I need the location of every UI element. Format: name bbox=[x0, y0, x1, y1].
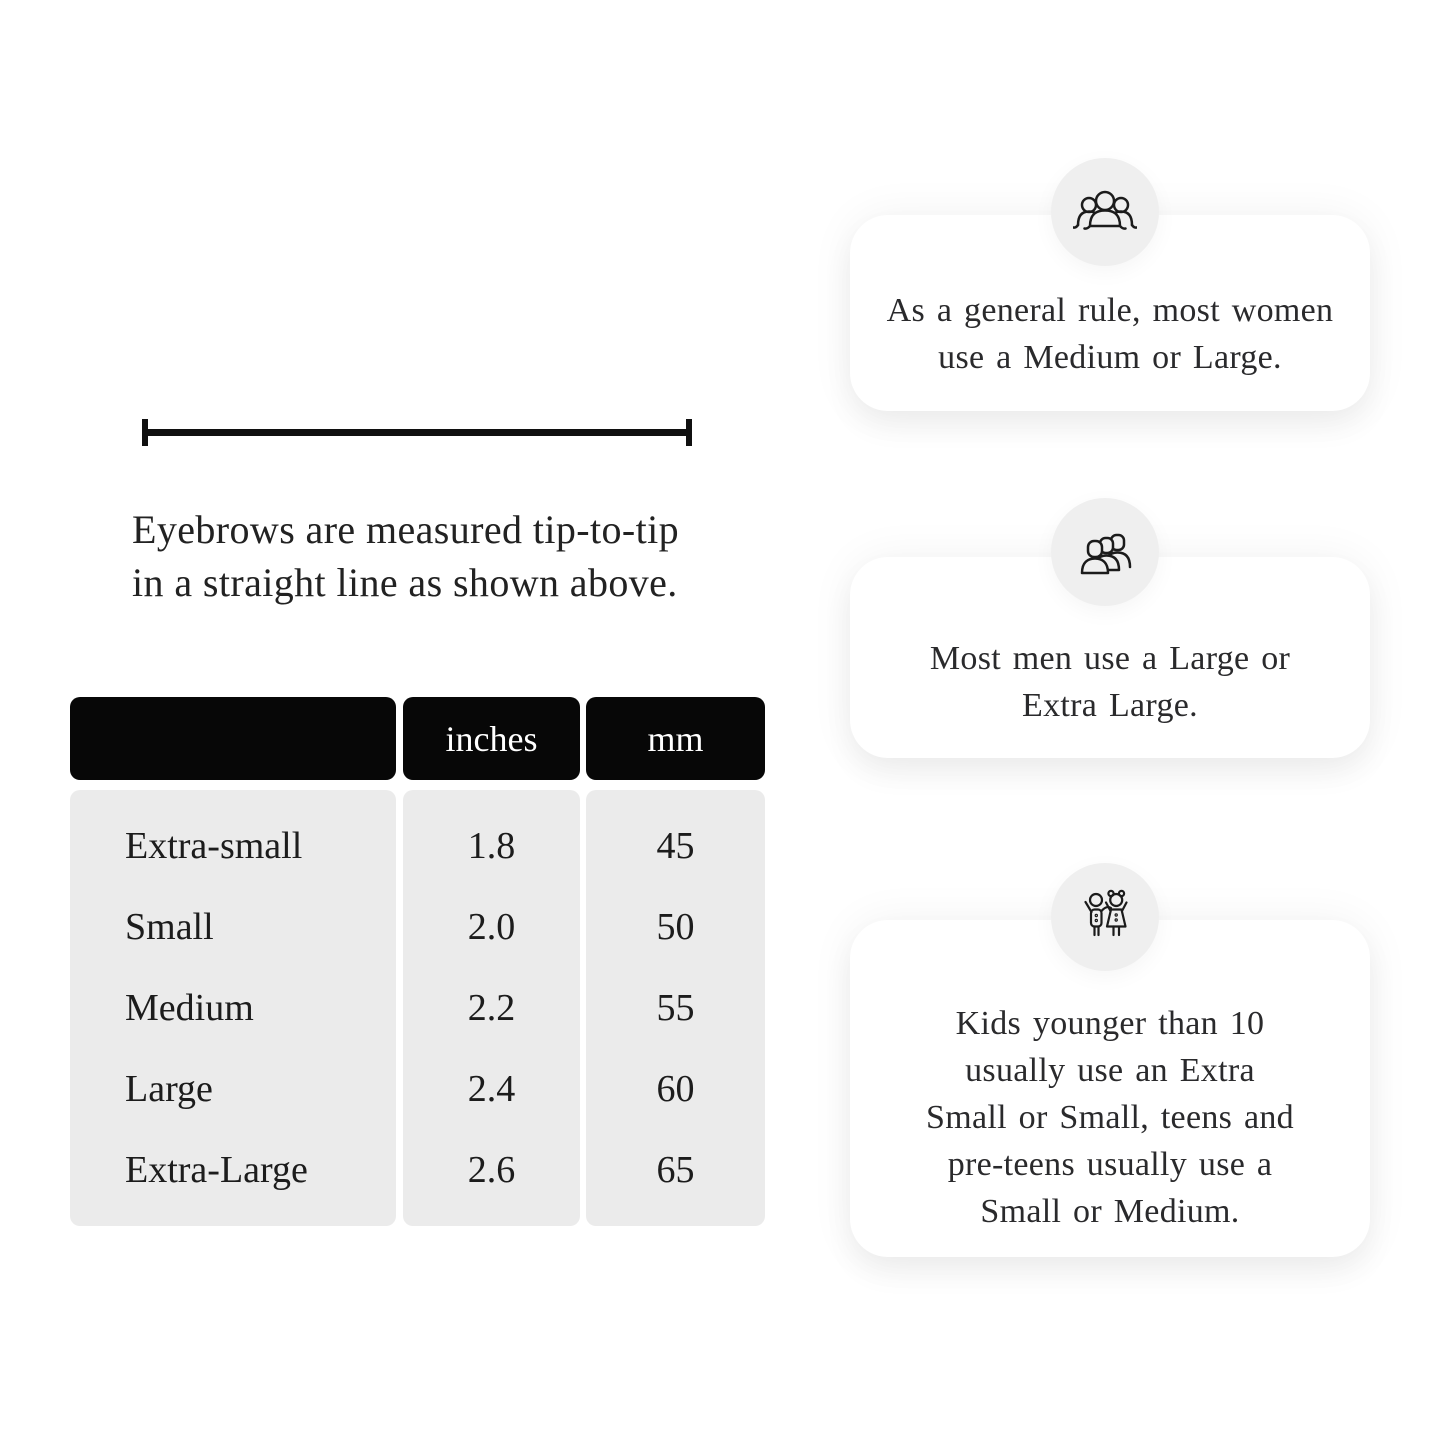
table-cell-mm: 50 bbox=[656, 906, 695, 948]
caption-line-1: Eyebrows are measured tip-to-tip bbox=[132, 507, 680, 552]
table-cell-mm: 65 bbox=[656, 1149, 695, 1191]
table-cell-mm: 55 bbox=[656, 987, 695, 1029]
measurement-end-cap-left bbox=[142, 419, 148, 446]
table-row-label: Large bbox=[125, 1068, 213, 1110]
table-header-mm: mm bbox=[586, 697, 765, 780]
measurement-caption bbox=[132, 503, 752, 609]
table-row-label: Extra-small bbox=[125, 825, 303, 867]
table-cell-inches: 2.2 bbox=[467, 987, 516, 1029]
caption-line-2: in a straight line as shown above. bbox=[132, 560, 678, 605]
card-text-line: Small or Small, teens and bbox=[926, 1099, 1294, 1136]
table-row-label: Medium bbox=[125, 987, 254, 1029]
card-text-line: use a Medium or Large. bbox=[938, 339, 1282, 376]
card-text-line: Kids younger than 10 bbox=[955, 1005, 1265, 1042]
table-header-size-blank bbox=[70, 697, 396, 780]
table-cell-inches: 2.0 bbox=[467, 906, 516, 948]
table-cell-inches: 1.8 bbox=[467, 825, 516, 867]
table-row-label: Extra-Large bbox=[125, 1149, 308, 1191]
table-header-inches: inches bbox=[403, 697, 580, 780]
table-cell-mm: 60 bbox=[656, 1068, 695, 1110]
measurement-end-cap-right bbox=[686, 419, 692, 446]
table-cell-inches: 2.4 bbox=[467, 1068, 516, 1110]
card-text-line: pre-teens usually use a bbox=[947, 1146, 1273, 1183]
card-text-line: usually use an Extra bbox=[965, 1052, 1255, 1089]
card-text-line: As a general rule, most women bbox=[886, 292, 1334, 329]
men-group-icon bbox=[1051, 498, 1159, 606]
table-cell-inches: 2.6 bbox=[467, 1149, 516, 1191]
eyebrow-illustration bbox=[110, 232, 710, 407]
card-text-line: Small or Medium. bbox=[980, 1193, 1240, 1230]
kids-icon bbox=[1051, 863, 1159, 971]
table-row-label: Small bbox=[125, 906, 214, 948]
measurement-line bbox=[143, 429, 691, 436]
table-cell-mm: 45 bbox=[656, 825, 695, 867]
card-text-line: Extra Large. bbox=[1022, 686, 1198, 724]
women-group-icon bbox=[1051, 158, 1159, 266]
card-text-line: Most men use a Large or bbox=[929, 639, 1291, 677]
